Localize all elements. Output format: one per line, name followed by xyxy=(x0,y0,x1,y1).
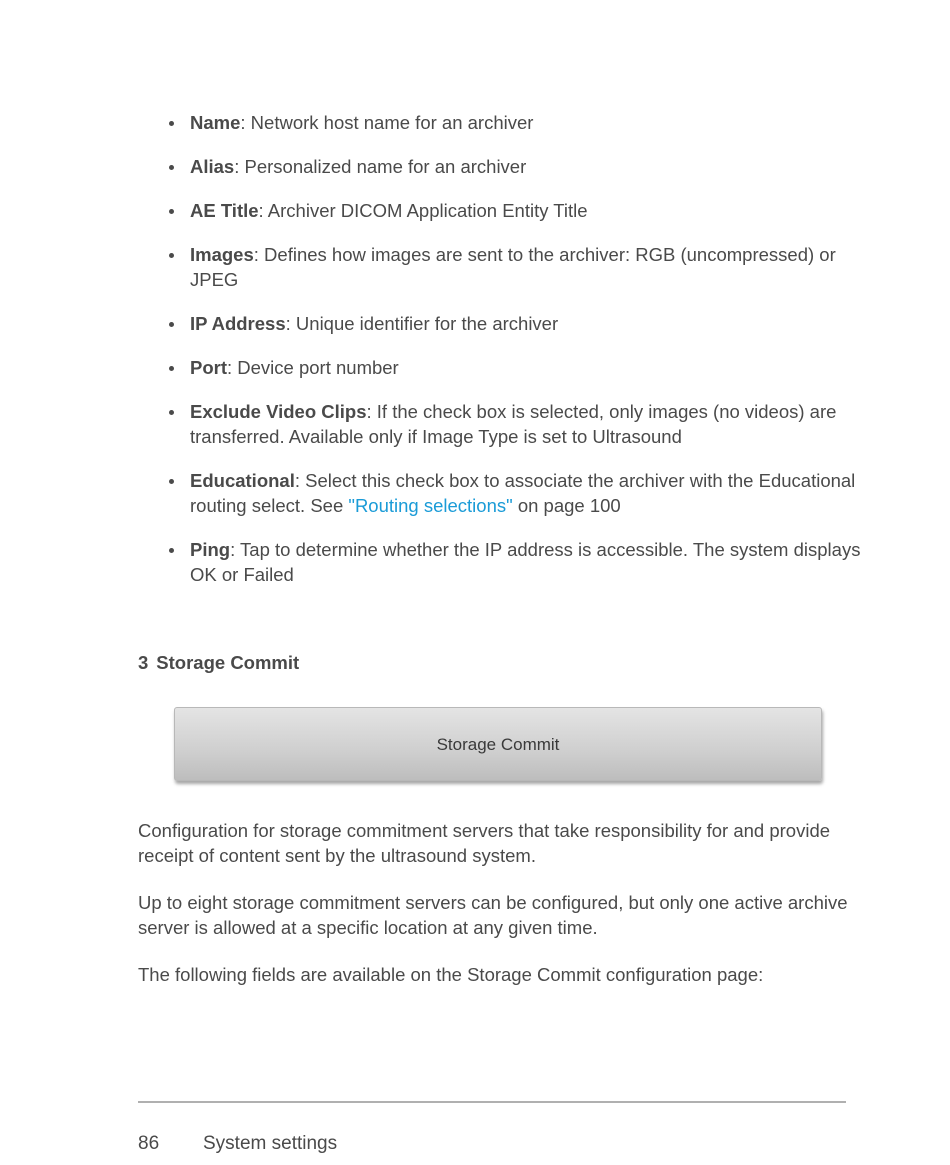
storage-commit-button[interactable]: Storage Commit xyxy=(174,707,822,781)
field-description-after: on page 100 xyxy=(512,495,621,516)
field-term: Ping xyxy=(190,539,231,560)
list-item-alias xyxy=(190,154,880,179)
field-term: Images xyxy=(190,244,254,265)
footer-divider xyxy=(138,1101,846,1103)
field-term: Exclude Video Clips xyxy=(190,401,367,422)
bullet-icon xyxy=(169,165,174,170)
field-list xyxy=(190,110,880,606)
paragraph-description: Configuration for storage commitment servers that take responsibility for and provide receipt of content sent by the ultrasound system. xyxy=(138,820,831,866)
field-description: : Tap to determine whether the IP address is accessible. The system displays OK or Failed xyxy=(190,539,861,585)
field-term: Educational xyxy=(190,470,295,491)
list-item-port xyxy=(190,355,880,380)
bullet-icon xyxy=(169,410,174,415)
bullet-icon xyxy=(169,209,174,214)
field-term: Alias xyxy=(190,156,235,177)
field-description: : Select this check box to associate the archiver with the Educational routing select. See xyxy=(190,470,856,516)
routing-selections-link[interactable]: "Routing selections" xyxy=(348,495,513,516)
step-heading xyxy=(138,650,299,675)
bullet-icon xyxy=(169,322,174,327)
field-description: : Personalized name for an archiver xyxy=(234,156,527,177)
list-item-ae-title xyxy=(190,198,880,223)
paragraph-fields-intro: The following fields are available on the Storage Commit configuration page: xyxy=(138,964,764,985)
field-term: Port xyxy=(190,357,227,378)
field-term: IP Address xyxy=(190,313,286,334)
field-description: : Network host name for an archiver xyxy=(240,112,534,133)
bullet-icon xyxy=(169,548,174,553)
bullet-icon xyxy=(169,121,174,126)
field-description: : Device port number xyxy=(227,357,399,378)
field-description: : Defines how images are sent to the archiver: RGB (uncompressed) or JPEG xyxy=(190,244,836,290)
bullet-icon xyxy=(169,479,174,484)
field-description: : Unique identifier for the archiver xyxy=(285,313,559,334)
paragraph-server-limit: Up to eight storage commitment servers can be configured, but only one active archive server is allowed at a specific location at any given time. xyxy=(138,892,848,938)
field-description: : If the check box is selected, only images (no videos) are transferred. Available only if Image Type is set to Ultrasound xyxy=(190,401,837,447)
list-item-ping xyxy=(190,537,880,587)
bullet-icon xyxy=(169,253,174,258)
list-item-name xyxy=(190,110,880,135)
list-item-images xyxy=(190,242,880,292)
list-item-exclude-video-clips xyxy=(190,399,880,449)
field-description: : Archiver DICOM Application Entity Title xyxy=(258,200,588,221)
list-item-ip-address xyxy=(190,311,880,336)
field-term: AE Title xyxy=(190,200,259,221)
footer-page-number: 86 xyxy=(138,1133,160,1154)
bullet-icon xyxy=(169,366,174,371)
step-title: Storage Commit xyxy=(156,652,300,673)
list-item-educational xyxy=(190,468,880,518)
field-term: Name xyxy=(190,112,241,133)
footer-section-title: System settings xyxy=(203,1133,338,1154)
step-number: 3 xyxy=(138,652,149,673)
